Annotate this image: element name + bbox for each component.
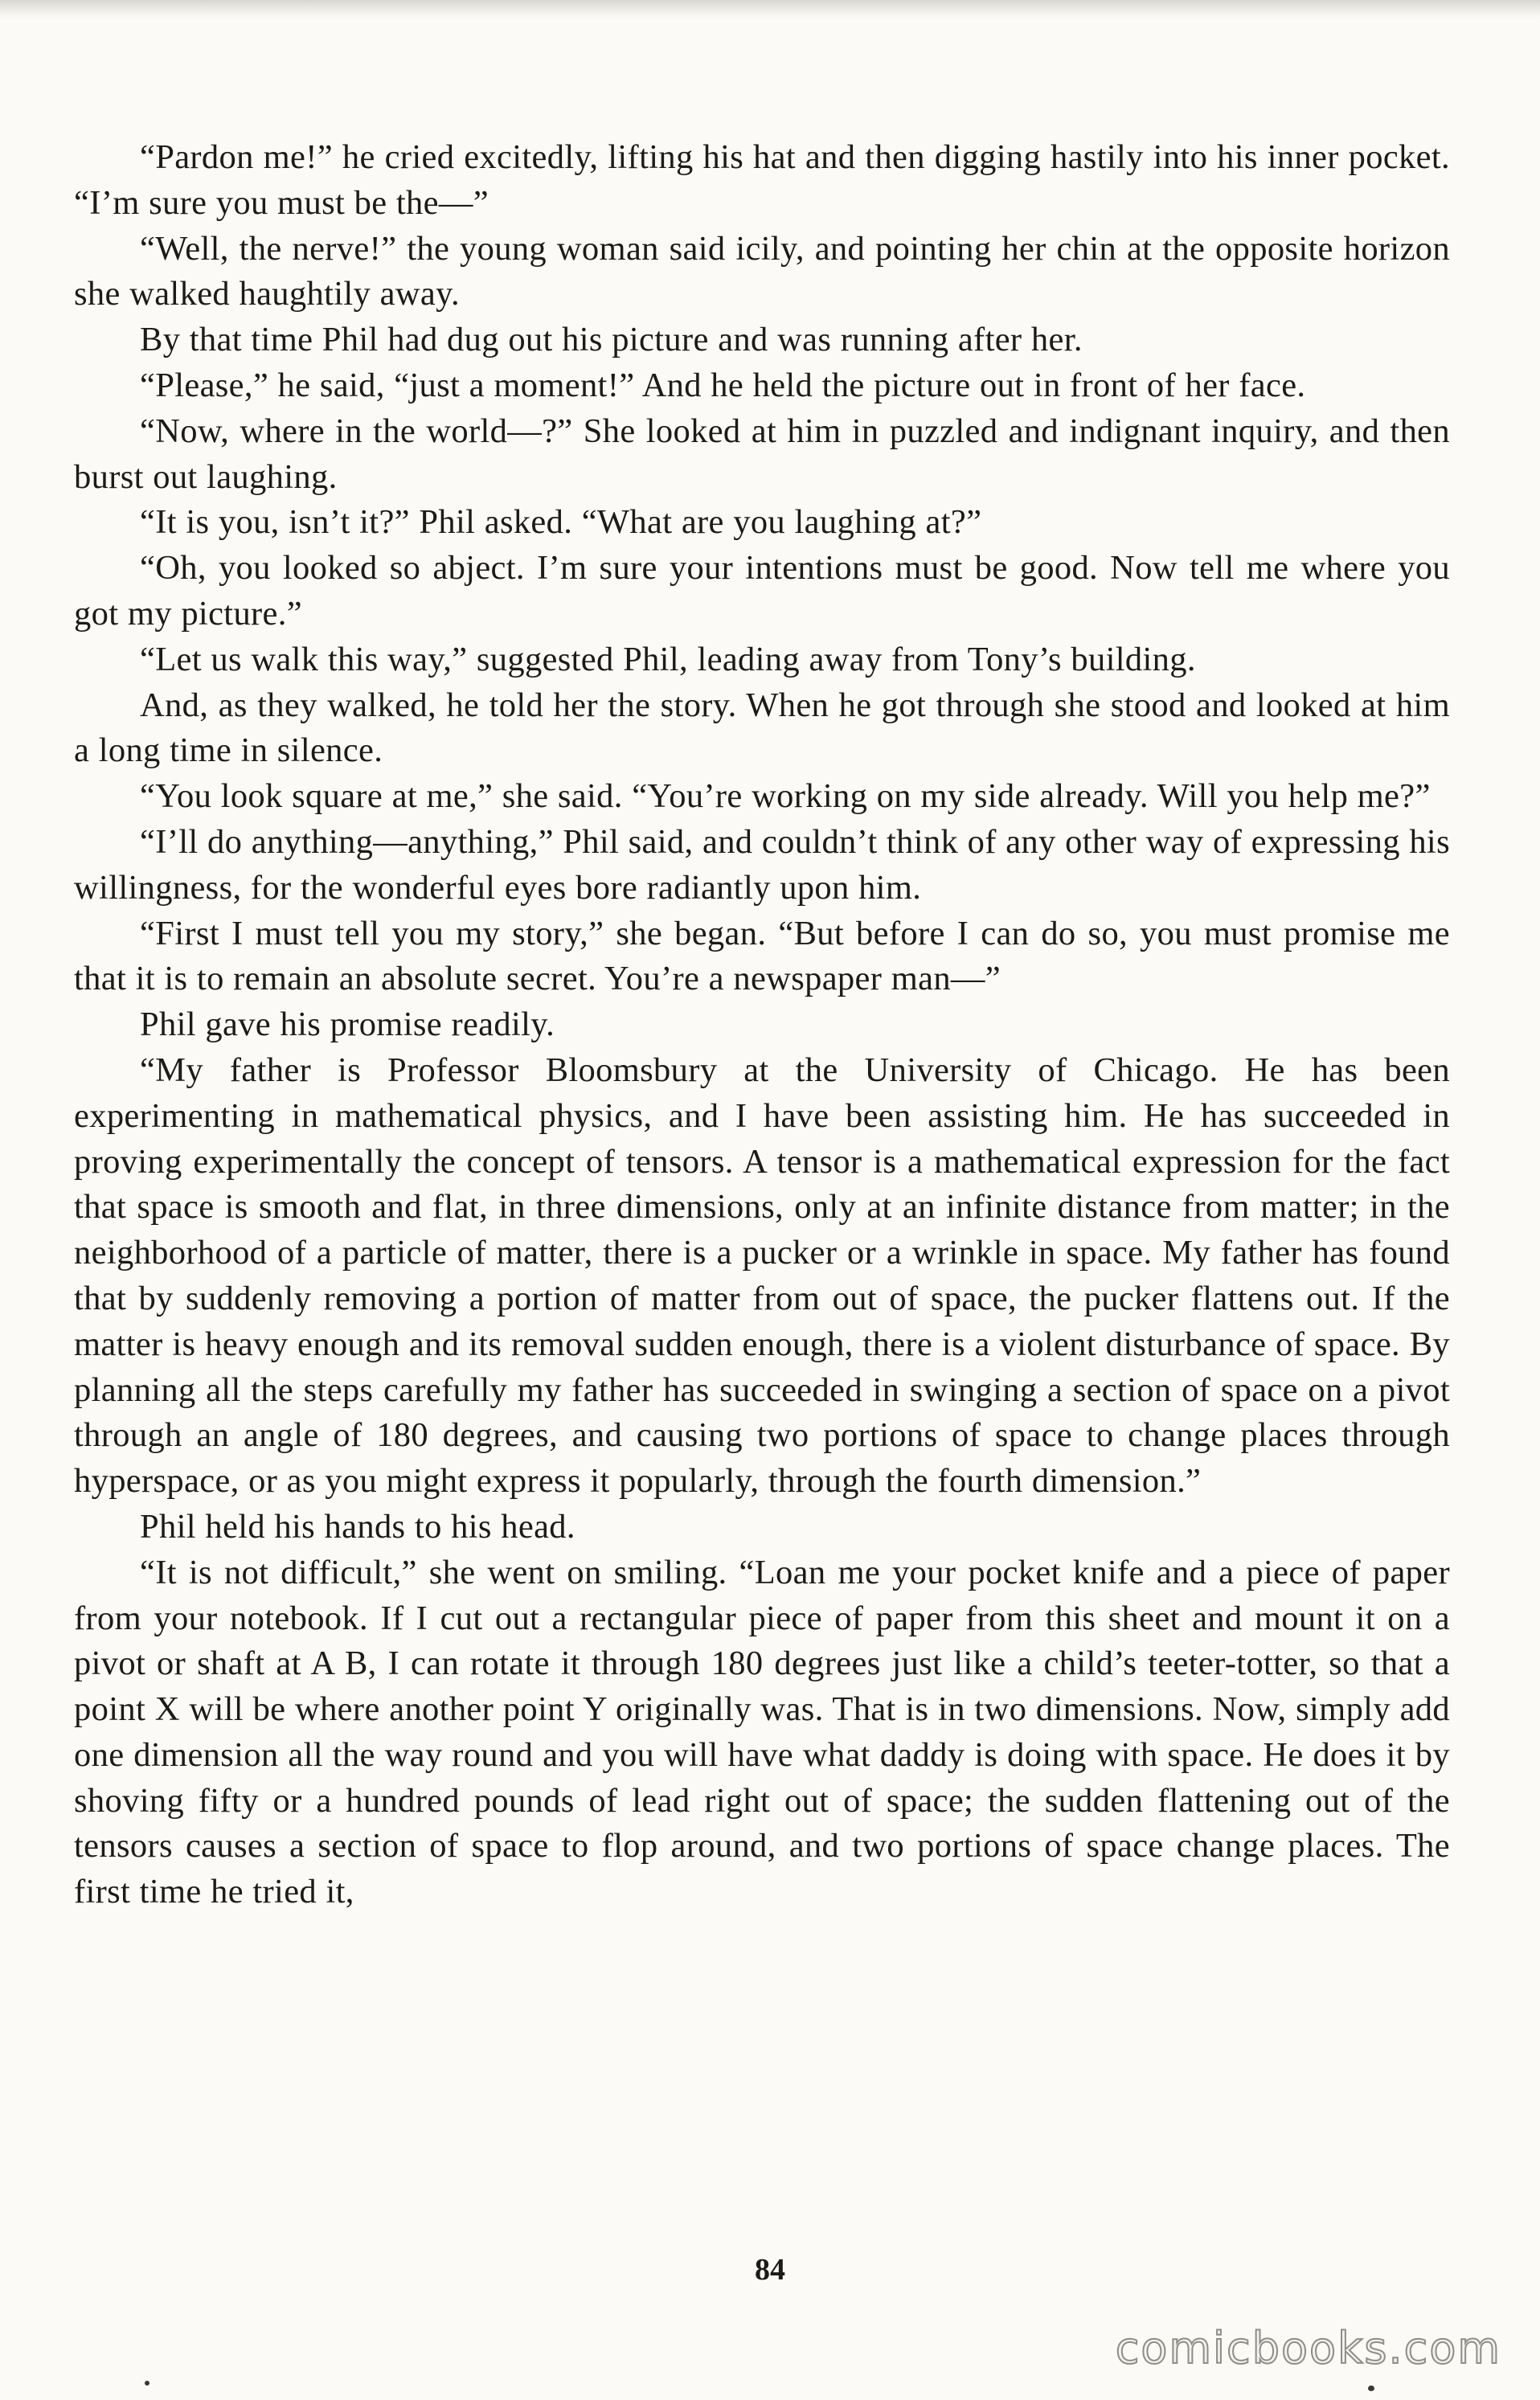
paragraph: “First I must tell you my story,” she began. “But before I can do so, you must promise me that it is to remain an absolute secret. You’re a newspaper man—” [74, 914, 1450, 998]
paragraph: Phil held his hands to his head. [140, 1507, 575, 1546]
paragraph: “Let us walk this way,” suggested Phil, leading away from Tony’s building. [140, 640, 1196, 678]
paragraph: “Well, the nerve!” the young woman said icily, and pointing her chin at the opposite horizon she walked haughtily away. [74, 229, 1450, 313]
paragraph: “My father is Professor Bloomsbury at the University of Chicago. He has been experimenting in mathematical physics, and I have been assisting him. He has succeeded in proving experimentally the concept of tensors. A tensor is a mathematical expression for the fact that space is smooth and flat, in three dimensions, only at an infinite distance from matter; in the neighborhood of a particle of matter, there is a pucker or a wrinkle in space. My father has found that by suddenly removing a portion of matter from out of space, the pucker flattens out. If the matter is heavy enough and its removal sudden enough, there is a violent disturbance of space. By planning all the steps carefully my father has succeeded in swinging a section of space on a pivot through an angle of 180 degrees, and causing two portions of space to change places through hyperspace, or as you might express it popularly, through the fourth dimension.” [74, 1051, 1450, 1501]
page-body [74, 135, 1450, 1915]
paragraph: Phil gave his promise readily. [140, 1005, 555, 1044]
watermark: comicbooks.com [1115, 2323, 1501, 2373]
page-top-edge [0, 0, 1540, 18]
print-speck [1368, 2386, 1374, 2391]
paragraph: “It is not difficult,” she went on smiling. “Loan me your pocket knife and a piece of paper from your notebook. If I cut out a rectangular piece of paper from this sheet and mount it on a pivot or shaft at A B, I can rotate it through 180 degrees just like a child’s teeter-totter, so that a point X will be where another point Y originally was. That is in two dimensions. Now, simply add one dimension all the way round and you will have what daddy is doing with space. He does it by shoving fifty or a hundred pounds of lead right out of space; the sudden flattening out of the tensors causes a section of space to flop around, and two portions of space change places. The first time he tried it, [74, 1553, 1450, 1911]
paragraph: “Please,” he said, “just a moment!” And he held the picture out in front of her face. [140, 366, 1306, 404]
page-number: 84 [755, 2253, 785, 2287]
paragraph: “Now, where in the world—?” She looked at him in puzzled and indignant inquiry, and then burst out laughing. [74, 412, 1450, 496]
paragraph: “I’ll do anything—anything,” Phil said, and couldn’t think of any other way of expressing his willingness, for the wonderful eyes bore radiantly upon him. [74, 822, 1450, 907]
paragraph: “Pardon me!” he cried excitedly, lifting his hat and then digging hastily into his inner pocket. “I’m sure you must be the—” [74, 138, 1450, 222]
print-speck [145, 2381, 149, 2386]
paragraph: By that time Phil had dug out his picture and was running after her. [140, 321, 1083, 359]
paragraph: “You look square at me,” she said. “You’re working on my side already. Will you help me?” [140, 777, 1431, 816]
paragraph: And, as they walked, he told her the story. When he got through she stood and looked at him a long time in silence. [74, 686, 1450, 770]
paragraph: “Oh, you looked so abject. I’m sure your intentions must be good. Now tell me where you got my picture.” [74, 549, 1450, 633]
paragraph: “It is you, isn’t it?” Phil asked. “What are you laughing at?” [140, 503, 982, 542]
